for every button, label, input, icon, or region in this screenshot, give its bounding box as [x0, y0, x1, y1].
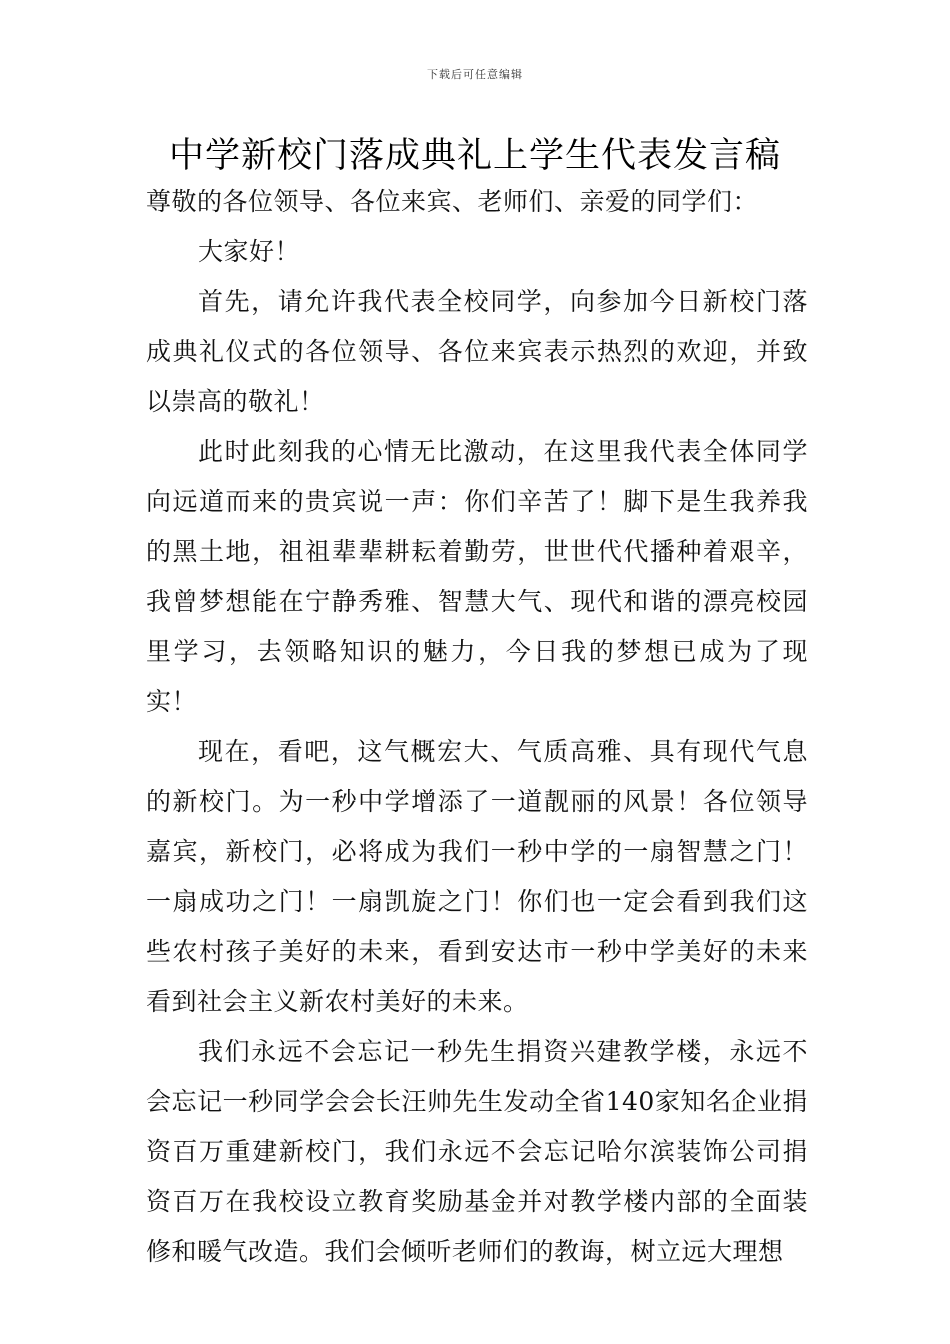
paragraph: 现在，看吧，这气概宏大、气质高雅、具有现代气息的新校门。为一秒中学增添了一道靓丽的风景！各位领导嘉宾，新校门，必将成为我们一秒中学的一扇智慧之门！一扇成功之门！一扇凯旋之门！你们也一定会看到我们这些农村孩子美好的未来，看到安达市一秒中学美好的未来看到社会主义新农村美好的未来。: [146, 737, 808, 1016]
paragraph-greeting: 大家好！: [198, 237, 301, 266]
paragraph: 首先，请允许我代表全校同学，向参加今日新校门落成典礼仪式的各位领导、各位来宾表示热烈的欢迎，并致以崇高的敬礼！: [146, 287, 808, 416]
paragraph: 我们永远不会忘记一秒先生捐资兴建教学楼，永远不会忘记一秒同学会会长汪帅先生发动全省140家知名企业捐资百万重建新校门，我们永远不会忘记哈尔滨装饰公司捐资百万在我校设立教育奖励基金并对教学楼内部的全面装修和暖气改造。我们会倾听老师们的教诲，树立远大理想: [146, 1037, 808, 1266]
paragraph: 此时此刻我的心情无比激动，在这里我代表全体同学向远道而来的贵宾说一声：你们辛苦了！脚下是生我养我的黑土地，祖祖辈辈耕耘着勤劳，世世代代播种着艰辛，我曾梦想能在宁静秀雅、智慧大气、现代和谐的漂亮校园里学习，去领略知识的魅力，今日我的梦想已成为了现实！: [146, 437, 808, 716]
header-note: 下载后可任意编辑: [427, 68, 523, 81]
document-body: [146, 177, 808, 1277]
salutation: 尊敬的各位领导、各位来宾、老师们、亲爱的同学们：: [146, 187, 759, 216]
document-title: 中学新校门落成典礼上学生代表发言稿: [168, 136, 781, 176]
